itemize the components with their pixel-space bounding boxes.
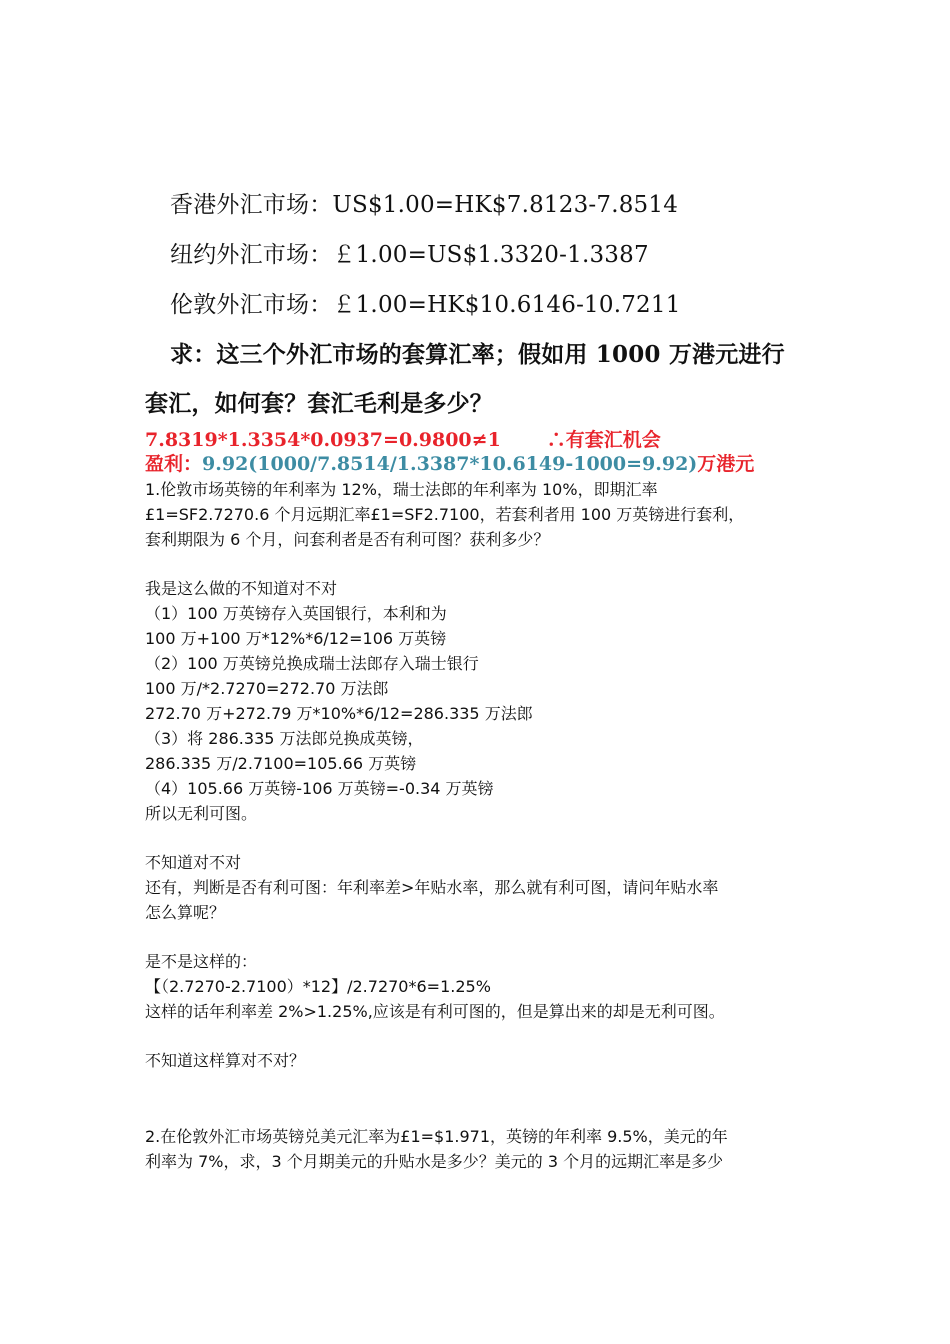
text-line: （1）100 万英镑存入英国银行，本利和为 xyxy=(145,604,447,623)
text-line: 272.70 万+272.79 万*10%*6/12=286.335 万法郎 xyxy=(145,704,533,723)
text-line: £1=SF2.7270.6 个月远期汇率£1=SF2.7100，若套利者用 100 万英镑进行套利， xyxy=(145,505,745,524)
london-market-rate: 伦敦外汇市场：￡1.00=HK$10.6146-10.7211 xyxy=(170,292,681,318)
arbitrage-calc xyxy=(145,425,661,452)
text-line: 所以无利可图。 xyxy=(145,804,258,823)
text-line: （2）100 万英镑兑换成瑞士法郎存入瑞士银行 xyxy=(145,654,479,673)
question-line-1: 求：这三个外汇市场的套算汇率；假如用 1000 万港元进行 xyxy=(170,341,785,368)
text-line: 套利期限为 6 个月，问套利者是否有利可图？获利多少？ xyxy=(145,530,550,549)
text-line: 利率为 7%，求，3 个月期美元的升贴水是多少？美元的 3 个月的远期汇率是多少 xyxy=(145,1152,724,1171)
text-line: 我是这么做的不知道对不对 xyxy=(145,579,338,598)
calc-formula: 7.8319*1.3354*0.0937=0.9800≠1 xyxy=(145,429,501,451)
text-line: 还有，判断是否有利可图：年利率差>年贴水率，那么就有利可图，请问年贴水率 xyxy=(145,878,719,897)
question-line-2: 套汇，如何套？套汇毛利是多少？ xyxy=(145,390,493,417)
text-line: 不知道这样算对不对？ xyxy=(145,1051,306,1070)
profit-label: 盈利： xyxy=(145,453,203,475)
text-line: （4）105.66 万英镑-106 万英镑=-0.34 万英镑 xyxy=(145,779,494,798)
text-line: 这样的话年利率差 2%>1.25%,应该是有利可图的，但是算出来的却是无利可图。 xyxy=(145,1002,725,1021)
profit-line xyxy=(145,449,754,476)
text-line: 286.335 万/2.7100=105.66 万英镑 xyxy=(145,754,417,773)
text-line: 2.在伦敦外汇市场英镑兑美元汇率为£1=$1.971，英镑的年利率 9.5%，美元的年 xyxy=(145,1127,728,1146)
text-line: 1.伦敦市场英镑的年利率为 12%，瑞士法郎的年利率为 10%，即期汇率 xyxy=(145,480,658,499)
text-line: 怎么算呢？ xyxy=(145,903,226,922)
text-line: （3）将 286.335 万法郎兑换成英镑， xyxy=(145,729,424,748)
profit-unit: 万港元 xyxy=(697,453,755,475)
text-line: 是不是这样的： xyxy=(145,952,258,971)
text-line: 不知道对不对 xyxy=(145,853,242,872)
text-line: 100 万/*2.7270=272.70 万法郎 xyxy=(145,679,389,698)
hk-market-rate: 香港外汇市场：US$1.00=HK$7.8123-7.8514 xyxy=(170,192,679,218)
text-line: 【（2.7270-2.7100）*12】/2.7270*6=1.25% xyxy=(145,977,491,996)
ny-market-rate: 纽约外汇市场：￡1.00=US$1.3320-1.3387 xyxy=(170,242,649,268)
profit-value: 9.92(1000/7.8514/1.3387*10.6149-1000=9.92) xyxy=(202,453,698,475)
arbitrage-conclusion: ∴有套汇机会 xyxy=(546,429,661,451)
text-line: 100 万+100 万*12%*6/12=106 万英镑 xyxy=(145,629,447,648)
